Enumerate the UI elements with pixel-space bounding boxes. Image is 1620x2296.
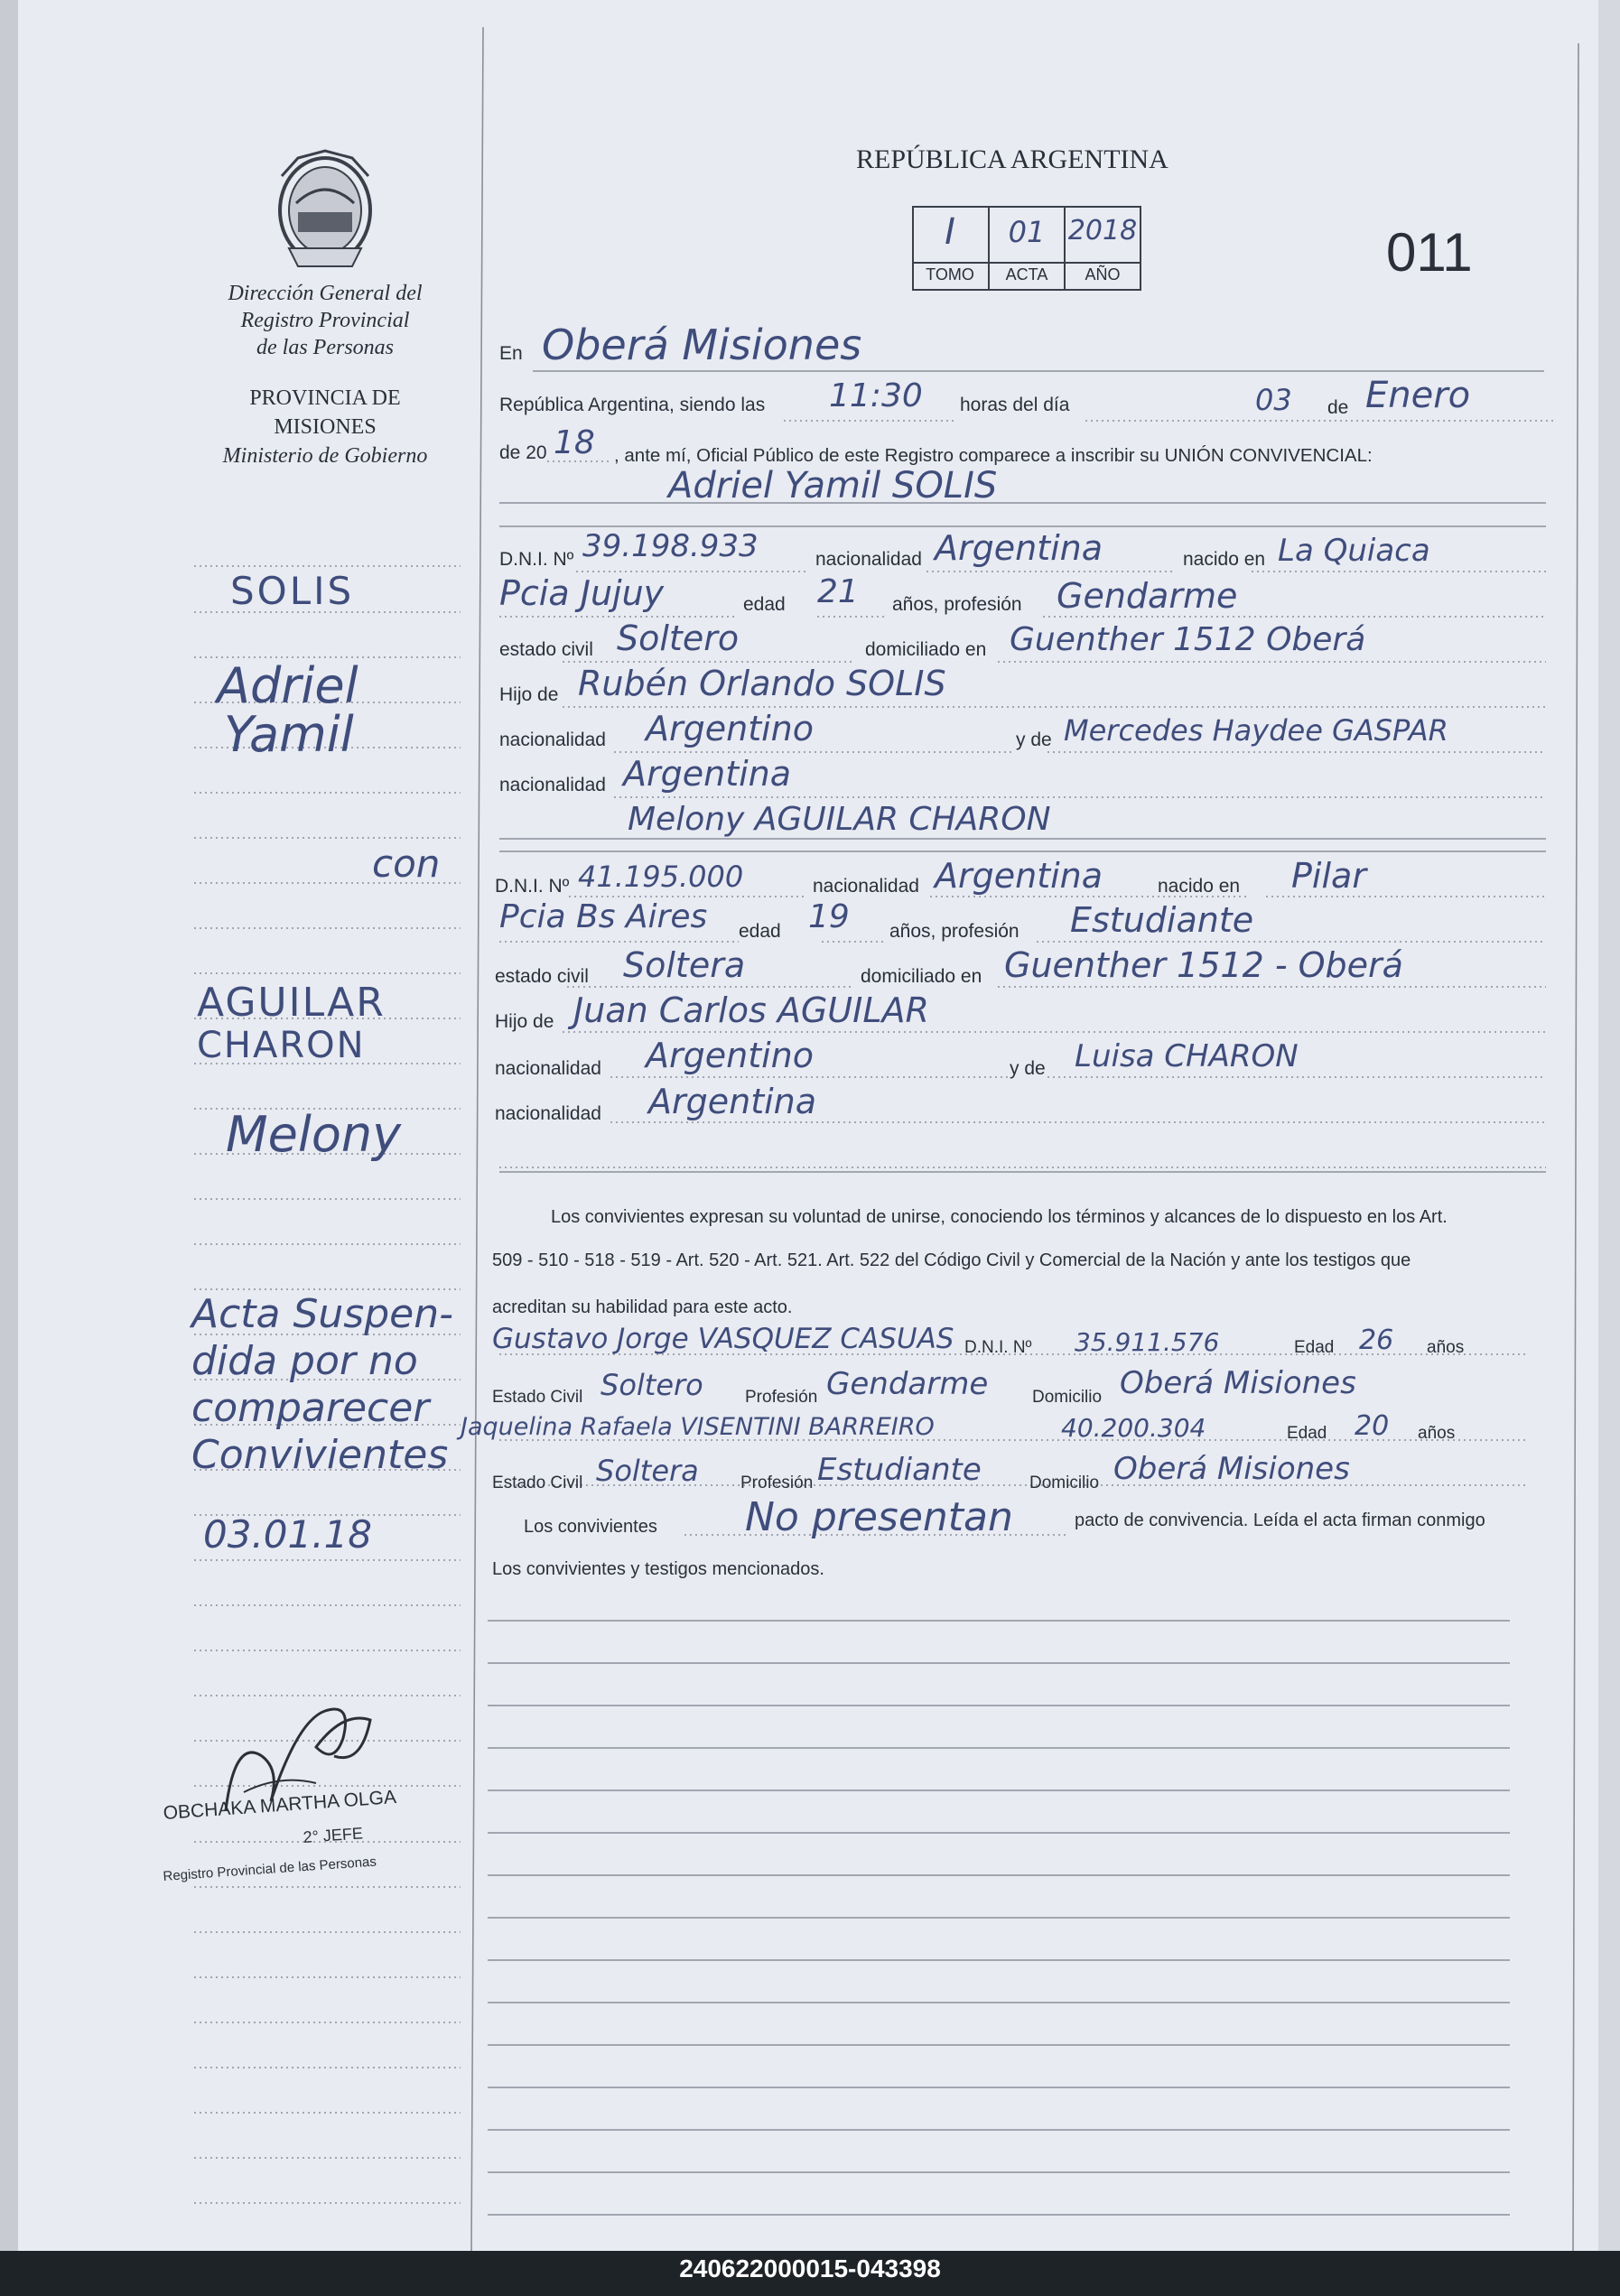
margin-surname2b: CHARON: [197, 1025, 366, 1066]
pact-value: No presentan: [745, 1494, 1013, 1540]
w2-edad-label: Edad: [1287, 1424, 1327, 1443]
blank-lines-right: [488, 1621, 1510, 2215]
w2-name: Jaquelina Rafaela VISENTINI BARREIRO: [461, 1413, 935, 1441]
closing-line: Los convivientes y testigos mencionados.: [492, 1559, 824, 1579]
w2-prof: Estudiante: [817, 1452, 982, 1488]
right-border-line: [1573, 43, 1578, 2251]
acta-value: 01: [1008, 215, 1046, 249]
p1-dom-label: domiciliado en: [865, 639, 987, 660]
w1-edad-label: Edad: [1294, 1338, 1335, 1357]
tomo-label: TOMO: [926, 265, 974, 284]
w1-dni: 35.911.576: [1075, 1327, 1220, 1357]
year-prefix: de 20: [499, 442, 547, 463]
margin-date: 03.01.18: [203, 1512, 373, 1557]
w2-age: 20: [1355, 1410, 1390, 1442]
p1-born2: Pcia Jujuy: [499, 573, 665, 613]
rep-label: República Argentina, siendo las: [499, 395, 766, 415]
statement-line3: acreditan su habilidad para este acto.: [492, 1297, 793, 1317]
p1-mother: Mercedes Haydee GASPAR: [1064, 713, 1448, 748]
p1-hijo-label: Hijo de: [499, 684, 559, 705]
p2-born: Pilar: [1291, 856, 1366, 896]
province-line1: PROVINCIA DE: [249, 386, 401, 410]
p1-mnac-label: nacionalidad: [499, 775, 606, 795]
time-value: 11:30: [829, 377, 923, 414]
p2-age: 19: [808, 898, 850, 935]
p1-prof: Gendarme: [1057, 576, 1238, 616]
statement-line1: Los convivientes expresan su voluntad de unirse, conociendo los términos y alcances de lo dispuesto en los Art.: [551, 1207, 1448, 1227]
p2-name: Melony AGUILAR CHARON: [628, 801, 1051, 838]
margin-vertical-line: [471, 27, 483, 2251]
margin-note3: comparecer: [191, 1385, 430, 1431]
anio-value: 2018: [1067, 215, 1138, 246]
agency-line1: Dirección General del: [228, 282, 423, 305]
signature-role: 2° JEFE: [303, 1824, 364, 1846]
p2-mnac-label: nacionalidad: [495, 1103, 601, 1124]
en-label: En: [499, 343, 523, 364]
province-line2: MISIONES: [274, 415, 377, 439]
margin-con: con: [372, 841, 441, 886]
w1-prof-label: Profesión: [745, 1388, 818, 1407]
p2-nac: Argentina: [935, 856, 1103, 896]
w2-dni: 40.200.304: [1061, 1413, 1206, 1443]
p2-civil: Soltera: [623, 945, 746, 985]
country-title: REPÚBLICA ARGENTINA: [856, 144, 1168, 174]
record-box: [912, 206, 1140, 289]
margin-given2: Melony: [226, 1106, 402, 1163]
w2-prof-label: Profesión: [740, 1473, 814, 1492]
p2-civil-label: estado civil: [495, 966, 589, 987]
p1-dni: 39.198.933: [582, 528, 759, 564]
w1-age: 26: [1359, 1325, 1394, 1356]
w1-dom-label: Domicilio: [1032, 1388, 1103, 1407]
p2-hijo-label: Hijo de: [495, 1011, 554, 1032]
p2-fnac-label: nacionalidad: [495, 1058, 601, 1079]
p1-born: La Quiaca: [1278, 533, 1430, 569]
p1-prof-label: años, profesión: [892, 594, 1022, 615]
margin-given1a: Adriel: [217, 657, 358, 714]
page-number: 011: [1386, 222, 1473, 283]
p1-civil: Soltero: [617, 618, 740, 658]
w1-name: Gustavo Jorge VASQUEZ CASUAS: [492, 1323, 954, 1355]
p2-prof: Estudiante: [1070, 900, 1254, 940]
p1-nac-label: nacionalidad: [815, 549, 922, 570]
w2-anos-label: años: [1418, 1424, 1456, 1443]
p2-father: Juan Carlos AGUILAR: [573, 990, 929, 1030]
margin-given1b: Yamil: [224, 706, 354, 763]
p1-civil-label: estado civil: [499, 639, 593, 660]
agency-line3: de las Personas: [256, 336, 394, 359]
p1-dni-label: D.N.I. Nº: [499, 549, 574, 570]
w1-civil: Soltero: [601, 1368, 703, 1402]
p1-fnac: Argentino: [646, 709, 814, 748]
p1-mnac: Argentina: [623, 754, 792, 794]
margin-surname2a: AGUILAR: [197, 980, 386, 1026]
margin-note4: Convivientes: [191, 1432, 449, 1478]
p1-age: 21: [817, 573, 859, 610]
statement-line2: 509 - 510 - 518 - 519 - Art. 520 - Art. 521. Art. 522 del Código Civil y Comercial de la Nación y ante los testigos que: [492, 1250, 1411, 1270]
p1-nacido-label: nacido en: [1183, 549, 1266, 570]
margin-surname1: SOLIS: [230, 569, 355, 613]
w2-dom: Oberá Misiones: [1113, 1451, 1350, 1487]
anio-label: AÑO: [1085, 265, 1121, 284]
margin-note1: Acta Suspen-: [191, 1291, 453, 1337]
w1-anos-label: años: [1427, 1338, 1465, 1357]
w2-civil: Soltera: [596, 1454, 699, 1488]
p1-yde-label: y de: [1016, 730, 1052, 750]
w1-dni-label: D.N.I. Nº: [964, 1338, 1032, 1357]
tomo-value: I: [945, 211, 955, 253]
year-suffix: 18: [554, 424, 595, 461]
ministry-line: Ministerio de Gobierno: [222, 444, 428, 468]
p2-prof-label: años, profesión: [889, 921, 1019, 942]
horas-label: horas del día: [960, 395, 1070, 415]
p2-dni: 41.195.000: [578, 860, 744, 894]
w2-dom-label: Domicilio: [1029, 1473, 1100, 1492]
p2-edad-label: edad: [739, 921, 781, 942]
p2-mother: Luisa CHARON: [1075, 1038, 1299, 1074]
signature-name: OBCHAKA MARTHA OLGA: [163, 1786, 397, 1824]
p2-fnac: Argentino: [646, 1036, 814, 1075]
p1-nac: Argentina: [935, 528, 1103, 568]
pact-rest: pacto de convivencia. Leída el acta firman conmigo: [1075, 1511, 1485, 1530]
acta-label: ACTA: [1005, 265, 1048, 284]
p2-yde-label: y de: [1010, 1058, 1046, 1079]
p2-dom: Guenther 1512 - Oberá: [1004, 945, 1403, 985]
provincial-seal-icon: [262, 140, 388, 275]
w1-dom: Oberá Misiones: [1120, 1365, 1356, 1401]
pact-label: Los convivientes: [524, 1517, 657, 1537]
w1-civil-label: Estado Civil: [492, 1388, 583, 1407]
p1-name: Adriel Yamil SOLIS: [668, 465, 998, 507]
de-label: de: [1327, 397, 1349, 418]
w1-prof: Gendarme: [826, 1366, 989, 1402]
p1-father: Rubén Orlando SOLIS: [578, 664, 946, 703]
signature-office: Registro Provincial de las Personas: [163, 1854, 377, 1884]
p2-nacido-label: nacido en: [1158, 876, 1241, 897]
w2-civil-label: Estado Civil: [492, 1473, 583, 1492]
document-id: 240622000015-043398: [679, 2254, 941, 2282]
ante-text: , ante mí, Oficial Público de este Registro comparece a inscribir su UNIÓN CONVIVENCIAL:: [614, 445, 1373, 466]
p2-nac-label: nacionalidad: [813, 876, 919, 897]
p2-dni-label: D.N.I. Nº: [495, 876, 570, 897]
margin-note2: dida por no: [191, 1338, 418, 1384]
day-value: 03: [1255, 383, 1292, 417]
place-value: Oberá Misiones: [542, 321, 862, 369]
p2-mnac: Argentina: [648, 1082, 817, 1121]
p2-born2: Pcia Bs Aires: [499, 898, 708, 935]
p1-dom: Guenther 1512 Oberá: [1010, 621, 1366, 658]
agency-line2: Registro Provincial: [240, 309, 410, 332]
month-value: Enero: [1365, 375, 1471, 416]
p1-fnac-label: nacionalidad: [499, 730, 606, 750]
p2-dom-label: domiciliado en: [861, 966, 982, 987]
p1-edad-label: edad: [743, 594, 786, 615]
